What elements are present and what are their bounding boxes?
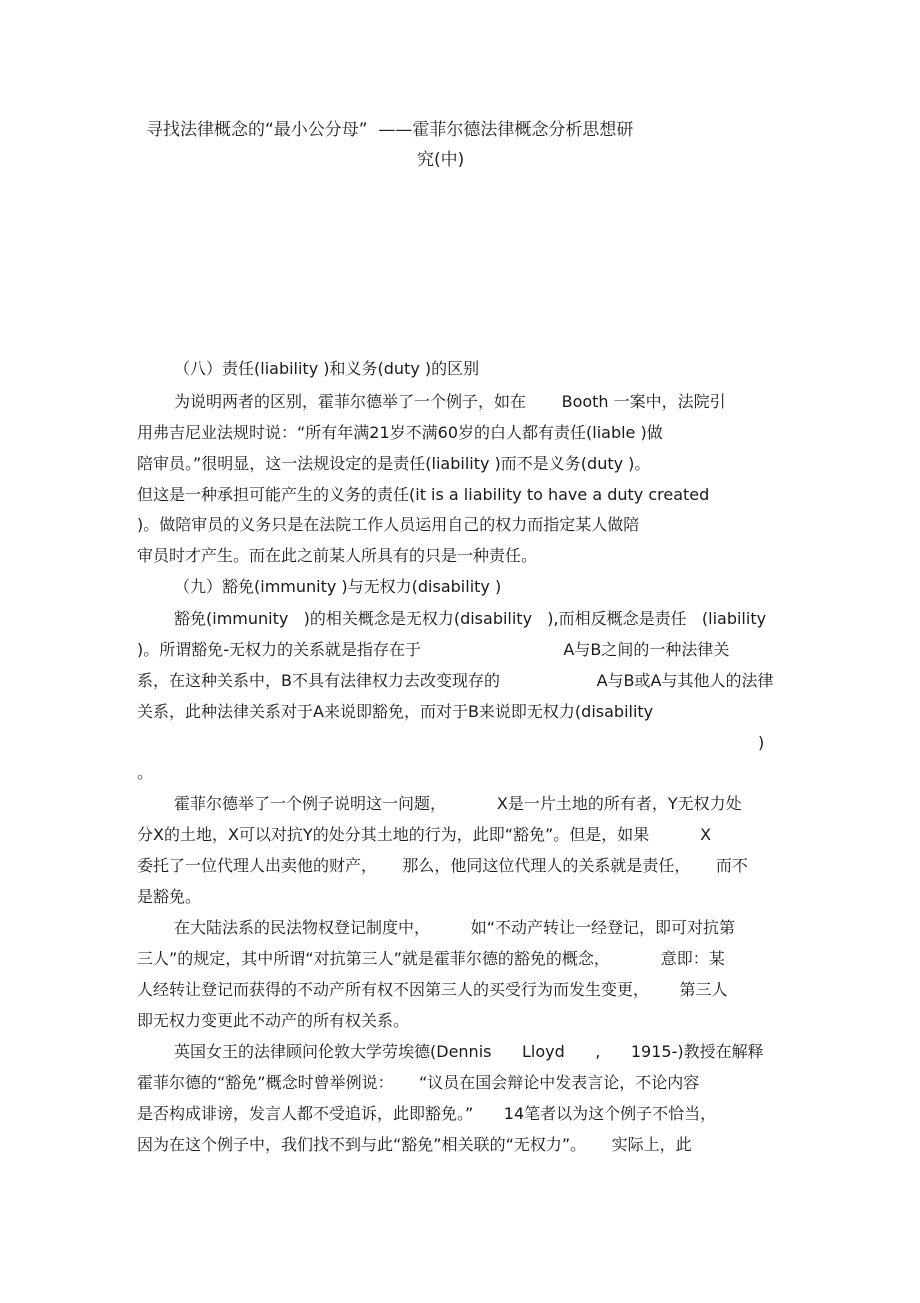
body-line: 分X的土地，X可以对抗Y的处分其土地的行为，此即“豁免”。但是，如果 X [137,825,712,844]
body-line: 英国女王的法律顾问伦敦大学劳埃德(Dennis Lloyd , 1915-)教授在解释 [174,1042,764,1061]
body-line: 为说明两者的区别，霍菲尔德举了一个例子，如在 Booth 一案中，法院引 [174,392,726,411]
body-line: 关系，此种法律关系对于A来说即豁免，而对于B来说即无权力(disability [137,702,654,721]
section-heading-8: （八）责任(liability )和义务(duty )的区别 [174,359,480,378]
body-line: 人经转让登记而获得的不动产所有权不因第三人的买受行为而发生变更， 第三人 [137,980,728,999]
document-title-line-1: 寻找法律概念的“最小公分母” ——霍菲尔德法律概念分析思想研 [146,120,634,140]
body-line: 。 [137,763,154,782]
body-line: ) [758,733,765,752]
body-line: 是豁免。 [137,887,202,906]
body-line: )。做陪审员的义务只是在法院工作人员运用自己的权力而指定某人做陪 [137,515,640,534]
body-line: 用弗吉尼业法规时说：“所有年满21岁不满60岁的白人都有责任(liable )做 [137,423,663,442]
body-line: 三人”的规定，其中所谓“对抗第三人”就是霍菲尔德的豁免的概念， 意即：某 [137,949,725,968]
body-line: 系，在这种关系中，B不具有法律权力去改变现存的 A与B或A与其他人的法律 [137,671,774,690]
body-line: 但这是一种承担可能产生的义务的责任(it is a liability to have a duty created [137,485,710,504]
body-line: )。所谓豁免-无权力的关系就是指存在于 A与B之间的一种法律关 [137,640,730,659]
body-line: 豁免(immunity )的相关概念是无权力(disability ),而相反概念是责任 (liability [174,609,767,628]
body-line: 审员时才产生。而在此之前某人所具有的只是一种责任。 [137,546,538,565]
body-line: 陪审员。”很明显，这一法规设定的是责任(liability )而不是义务(duty )。 [137,454,651,473]
body-line: 委托了一位代理人出卖他的财产， 那么，他同这位代理人的关系就是责任， 而不 [137,856,748,875]
body-line: 在大陆法系的民法物权登记制度中， 如“不动产转让一经登记，即可对抗第 [174,918,735,937]
body-line: 因为在这个例子中，我们找不到与此“豁免”相关联的“无权力”。 实际上，此 [137,1135,692,1154]
document-title-line-2: 究(中) [417,150,465,170]
body-line: 是否构成诽谤，发言人都不受追诉，此即豁免。” 14笔者以为这个例子不恰当， [137,1104,717,1123]
body-line: 即无权力变更此不动产的所有权关系。 [137,1011,410,1030]
body-line: 霍菲尔德举了一个例子说明这一问题， X是一片土地的所有者，Y无权力处 [174,794,742,813]
body-line: 霍菲尔德的“豁免”概念时曾举例说： “议员在国会辩论中发表言论，不论内容 [137,1073,700,1092]
section-heading-9: （九）豁免(immunity )与无权力(disability ) [174,577,502,596]
